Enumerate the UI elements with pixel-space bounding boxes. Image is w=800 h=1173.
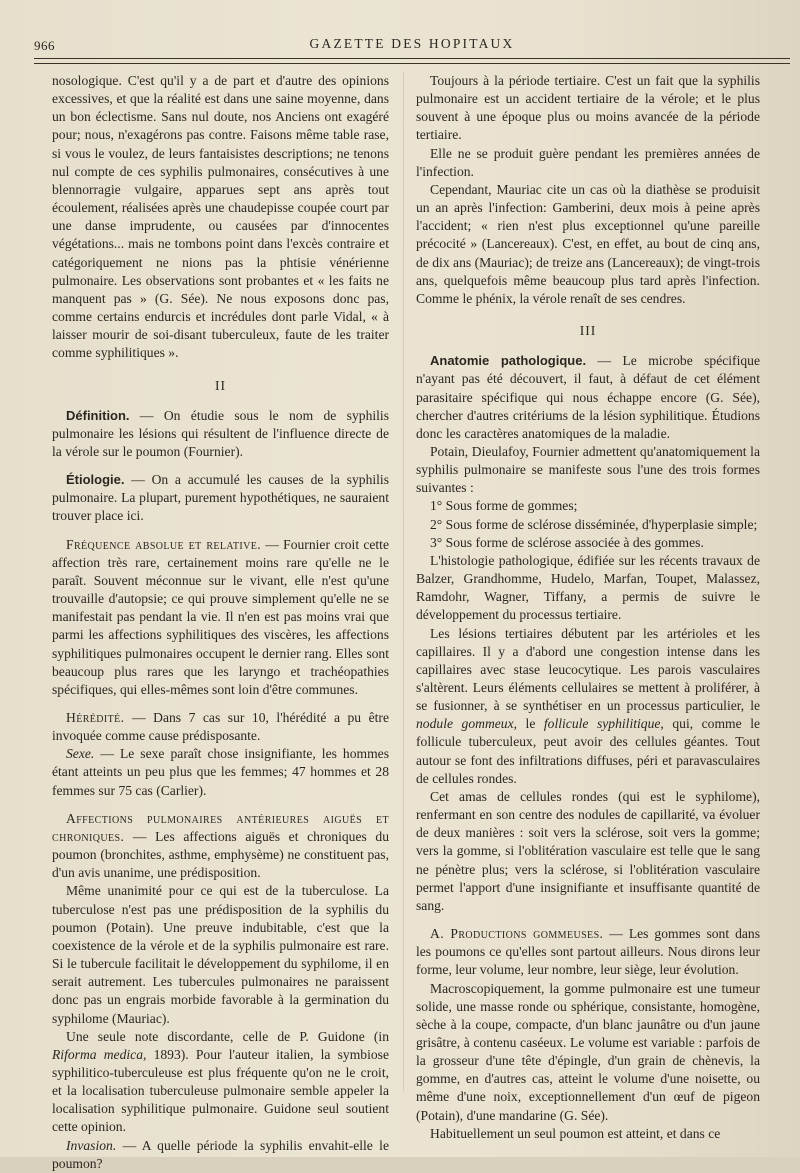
paragraph-text: Les lésions tertiaires débutent par les artérioles et les capillaires. Il y a d'abord une congestion intense dans les capillaires avec stase leucocytique. Les parois vasculaires s'altèrent. Leurs éléments cellulaires se mettent à proliférer, à se fusionner, à se synthétiser en un processus particulier, le <box>416 625 760 714</box>
paragraph-lesions <box>416 625 760 788</box>
paragraph-text: — Les gommes sont dans les poumons ce qu'elles sont partout ailleurs. Nous dirons leur forme, leur volume, leur nombre, leur siège, leur évolution. <box>416 926 760 978</box>
paragraph: Potain, Dieulafoy, Fournier admettent qu'anatomiquement la syphilis pulmonaire se manifeste sous l'une des trois formes suivantes : <box>416 443 760 496</box>
paragraph-text: Une seule note discordante, celle de P. Guidone (in <box>66 1028 389 1044</box>
paragraph: Toujours à la période tertiaire. C'est un fait que la syphilis pulmonaire est un accident tertiaire de la vérole; et le plus souvent à une époque plus ou moins avancée de la période tertiaire. <box>416 73 760 143</box>
heading-sexe: Sexe. <box>66 746 95 762</box>
journal-title: GAZETTE DES HOPITAUX <box>309 36 515 51</box>
list-item: 2° Sous forme de sclérose disséminée, d'hyperplasie simple; <box>430 516 758 532</box>
heading-invasion: Invasion. <box>66 1137 117 1153</box>
paragraph: Cet amas de cellules rondes (qui est le syphilome), renfermant en son centre des nodules de capillarité, va évoluer de deux manières : soit vers la sclérose, soit vers la gomme; vers la gomme, si l'oblitération vasculaire est telle que le sang ne pénètre plus; vers la sclérose, si l'oblitération vasculaire permet l'apport d'une insignifiante et insuffisante quantité de sang. <box>416 788 760 913</box>
paragraph-text: — Fournier croit cette affection très rare, certainement moins rare qu'elle ne le paraît. Souvent méconnue sur le vivant, elle n'est qu'une trouvaille d'autopsie; ce qui prouve simplement qu'elle ne se manifestait pas pendant la vie. Il n'en est pas moins vrai que parmi les affections syphilitiques des viscères, les affections syphilitiques pulmonaires occupent le dernier rang. Elles sont beaucoup plus rares que les laryngo et trachéopathies spécifiques, qui elles-mêmes sont loin d'être communes. <box>52 536 389 697</box>
left-column <box>52 72 389 1173</box>
heading-productions: A. Productions gommeuses. <box>430 926 604 942</box>
paragraph: Habituellement un seul poumon est atteint, et dans ce <box>430 1125 721 1141</box>
column-divider <box>403 72 404 1092</box>
list-item: 1° Sous forme de gommes; <box>430 498 578 514</box>
page-number: 966 <box>34 38 55 53</box>
paragraph-text: — On étudie sous le nom de syphilis pulmonaire les lésions qui résultent de l'influence directe de la vérole sur le poumon (Fournier). <box>52 407 389 459</box>
paragraph-text: — Le microbe spécifique n'ayant pas été découvert, il faut, à défaut de cet élément parasitaire spécifique qui nous échappe encore (G. Sée), chercher d'autres critériums de la lésion syphilitique. Étudions donc les caractères anatomiques de la maladie. <box>416 353 760 441</box>
term-italic: follicule syphilitique <box>543 716 661 732</box>
header-rule <box>34 58 790 59</box>
heading-heredite: Hérédité. <box>66 710 125 725</box>
heading-affections: Affections pulmonaires antérieures aiguës et chroniques. <box>52 810 389 844</box>
paragraph-text: , qui, comme le follicule tuberculeux, peut avoir des cellules géantes. Tout autour se font des infiltrations diffuses, péri et paravasculaires de cellules rondes. <box>416 716 761 786</box>
paragraph-frequence <box>52 536 389 699</box>
heading-definition: Définition. <box>66 407 130 423</box>
paragraph: Elle ne se produit guère pendant les premières années de l'infection. <box>416 145 760 179</box>
section-number: II <box>214 377 227 393</box>
paragraph-sexe <box>52 745 389 799</box>
paragraph-anatomie <box>416 352 760 443</box>
page-header <box>34 30 790 56</box>
paragraph-productions <box>416 925 760 979</box>
paragraph-text: — A quelle période la syphilis envahit-elle le poumon? <box>52 1137 389 1171</box>
paragraph-guidone <box>52 1028 389 1137</box>
paragraph-text: — On a accumulé les causes de la syphilis pulmonaire. La plupart, purement hypothétiques, ne sauraient trouver place ici. <box>52 472 389 524</box>
paragraph-heredite <box>52 709 389 745</box>
paragraph: Cependant, Mauriac cite un cas où la diathèse se produisit un an après l'infection: Gamberini, deux mois à peine après l'accident; « rien n'est plus exceptionnel qu'une pareille précocité » (Lancereaux). C'est, en effet, au bout de cinq ans, de dix ans (Mauriac); de treize ans (Lancereaux); de vingt-trois ans, quelquefois même beaucoup plus tard après l'infection. Comme le phénix, la vérole renaît de ses cendres. <box>416 181 760 306</box>
heading-frequence: Fréquence absolue et relative. <box>66 536 262 552</box>
paragraph-etiologie <box>52 471 389 525</box>
journal-citation: Riforma medica <box>52 1046 143 1062</box>
paragraph-text: , le <box>513 716 544 732</box>
paragraph: Macroscopiquement, la gomme pulmonaire est une tumeur solide, une masse ronde ou sphérique, consistante, homogène, sèche à la coupe, compacte, d'un blanc jaunâtre ou d'un jaune grisâtre, à contenu caséeux. Le volume est variable : parfois de la grosseur d'une tête d'épingle, d'un grain de chènevis, la gomme, en d'autres cas, atteint le volume d'une noisette, ou même d'une noix, exceptionnellement d'un œuf de pigeon (Potain), d'une mandarine (G. Sée). <box>416 980 760 1123</box>
paragraph-invasion <box>52 1137 389 1173</box>
term-italic: nodule gommeux <box>416 716 514 732</box>
list-item: 3° Sous forme de sclérose associée à des gommes. <box>430 534 704 550</box>
section-number: III <box>579 323 597 339</box>
paragraph-tuberculose: Même unanimité pour ce qui est de la tuberculose. La tuberculose n'est pas une prédisposition de la syphilis du poumon (Potain). Une preuve indubitable, c'est que la coexistence de la vérole et de la syphilis pulmonaire est rare. Si le tubercule facilitait le développement du syphilome, il en serait autrement. Les tubercules pulmonaires ne paraissent donc pas un engrais morbide favorable à la germination du syphilome (Mauriac). <box>52 883 389 1026</box>
paragraph-definition <box>52 407 389 461</box>
paragraph-text: , 1893). Pour l'auteur italien, la symbiose syphilitico-tuberculeuse est plus fréquente qu'on ne le croit, et la localisation tuberculeuse pulmonaire semble appeler la localisation syphilitique pulmonaire. Guidone seul soutient cette opinion. <box>52 1046 389 1135</box>
paragraph-text: — Le sexe paraît chose insignifiante, les hommes étant atteints un peu plus que les femmes; 47 hommes et 28 femmes sur 75 cas (Carlier). <box>52 746 389 798</box>
heading-etiologie: Étiologie. <box>66 472 125 488</box>
header-rule-secondary <box>34 63 790 64</box>
paragraph: nosologique. C'est qu'il y a de part et d'autre des opinions excessives, et que la réalité est dans une saine moyenne, dans un bon éclectisme. Sans nul doute, nos Anciens ont exagéré pour; nous, n'exagérons pas contre. Faisons même table rase, si vous le voulez, de leurs fantaisistes descriptions; ne tenons nul compte de ces syphilis pulmonaires, consécutives à une blennorragie vulgaire, apparues sept ans après tout écoulement, réalisées après une chaudepisse coupée court par une danse imprudente, ou causées par d'innocentes végétations... mais ne tombons point dans l'excès contraire et catégoriquement ne nions pas la phtisie vénérienne pulmonaire. Les observations sont probantes et « les faits ne manquent pas » (G. Sée). Ne nous exposons donc pas, comme certains endurcis et incrédules dont parle Vidal, « à laisser mourir de soi-disant tuberculeux, faute de les traiter comme syphilitiques ». <box>52 73 389 361</box>
paragraph-text: — Les affections aiguës et chroniques du poumon (bronchites, asthme, emphysème) ne constituent pas, d'un avis unanime, une prédisposition. <box>52 828 389 881</box>
paragraph-affections <box>52 810 389 883</box>
heading-anatomie: Anatomie pathologique. <box>430 353 587 369</box>
right-column <box>416 72 760 1143</box>
paragraph: L'histologie pathologique, édifiée sur les récents travaux de Balzer, Grandhomme, Hudelo, Marfan, Toupet, Malassez, Ramdohr, Wagner, Tiffany, a permis de suivre le développement du processus tertiaire. <box>416 552 760 623</box>
paragraph-text: — Dans 7 cas sur 10, l'hérédité a pu être invoquée comme cause prédisposante. <box>52 710 389 744</box>
